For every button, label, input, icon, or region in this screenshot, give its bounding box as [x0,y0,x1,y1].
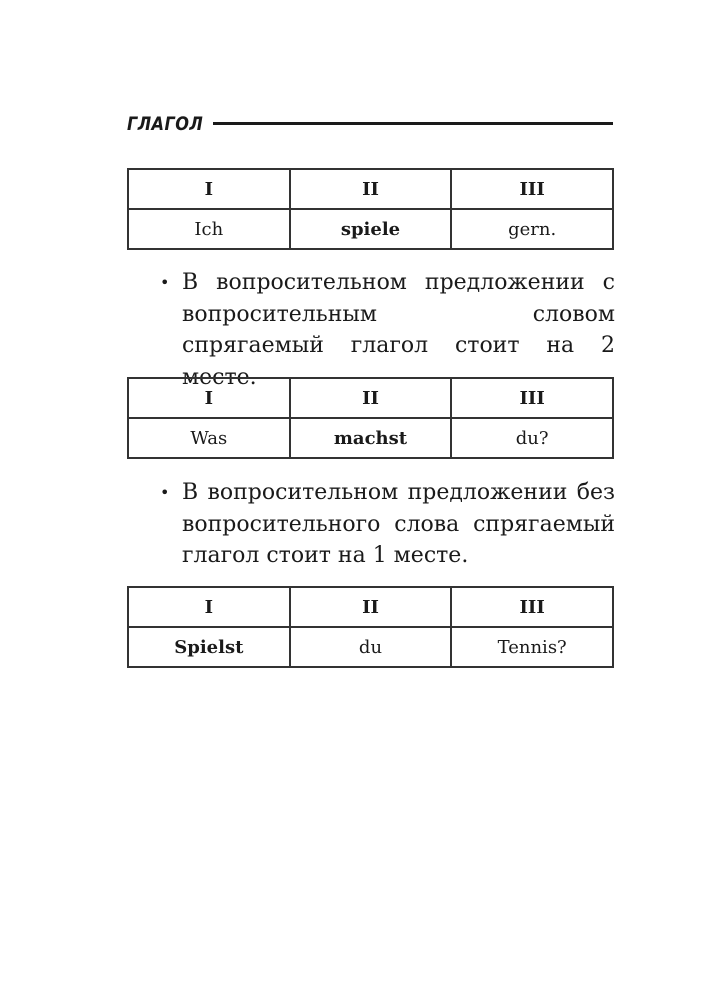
col-header: III [451,587,613,627]
col-header: II [290,378,452,418]
bullet-icon: • [160,483,170,502]
col-header: III [451,378,613,418]
section-header [127,110,613,138]
bullet-paragraph [160,267,615,393]
cell: Was [128,418,290,458]
word-order-table-2 [127,377,614,459]
word-order-table-1 [127,168,614,250]
cell: gern. [451,209,613,249]
bullet-paragraph [160,477,615,572]
cell-verb: spiele [290,209,452,249]
cell-verb: machst [290,418,452,458]
cell: du? [451,418,613,458]
section-title: ГЛАГОЛ [127,113,204,135]
col-header: I [128,587,290,627]
col-header: II [290,587,452,627]
bullet-icon: • [160,273,170,292]
col-header: I [128,378,290,418]
header-rule [213,122,613,125]
cell-verb: Spielst [128,627,290,667]
col-header: II [290,169,452,209]
bullet-text: В вопросительном предложении без вопросительного слова спрягаемый глагол стоит на 1 месте. [182,480,615,568]
cell: Tennis? [451,627,613,667]
cell: du [290,627,452,667]
col-header: I [128,169,290,209]
word-order-table-3 [127,586,614,668]
cell: Ich [128,209,290,249]
col-header: III [451,169,613,209]
bullet-text: В вопросительном предложении с вопросительным словом спрягаемый глагол стоит на 2 месте. [182,270,615,390]
